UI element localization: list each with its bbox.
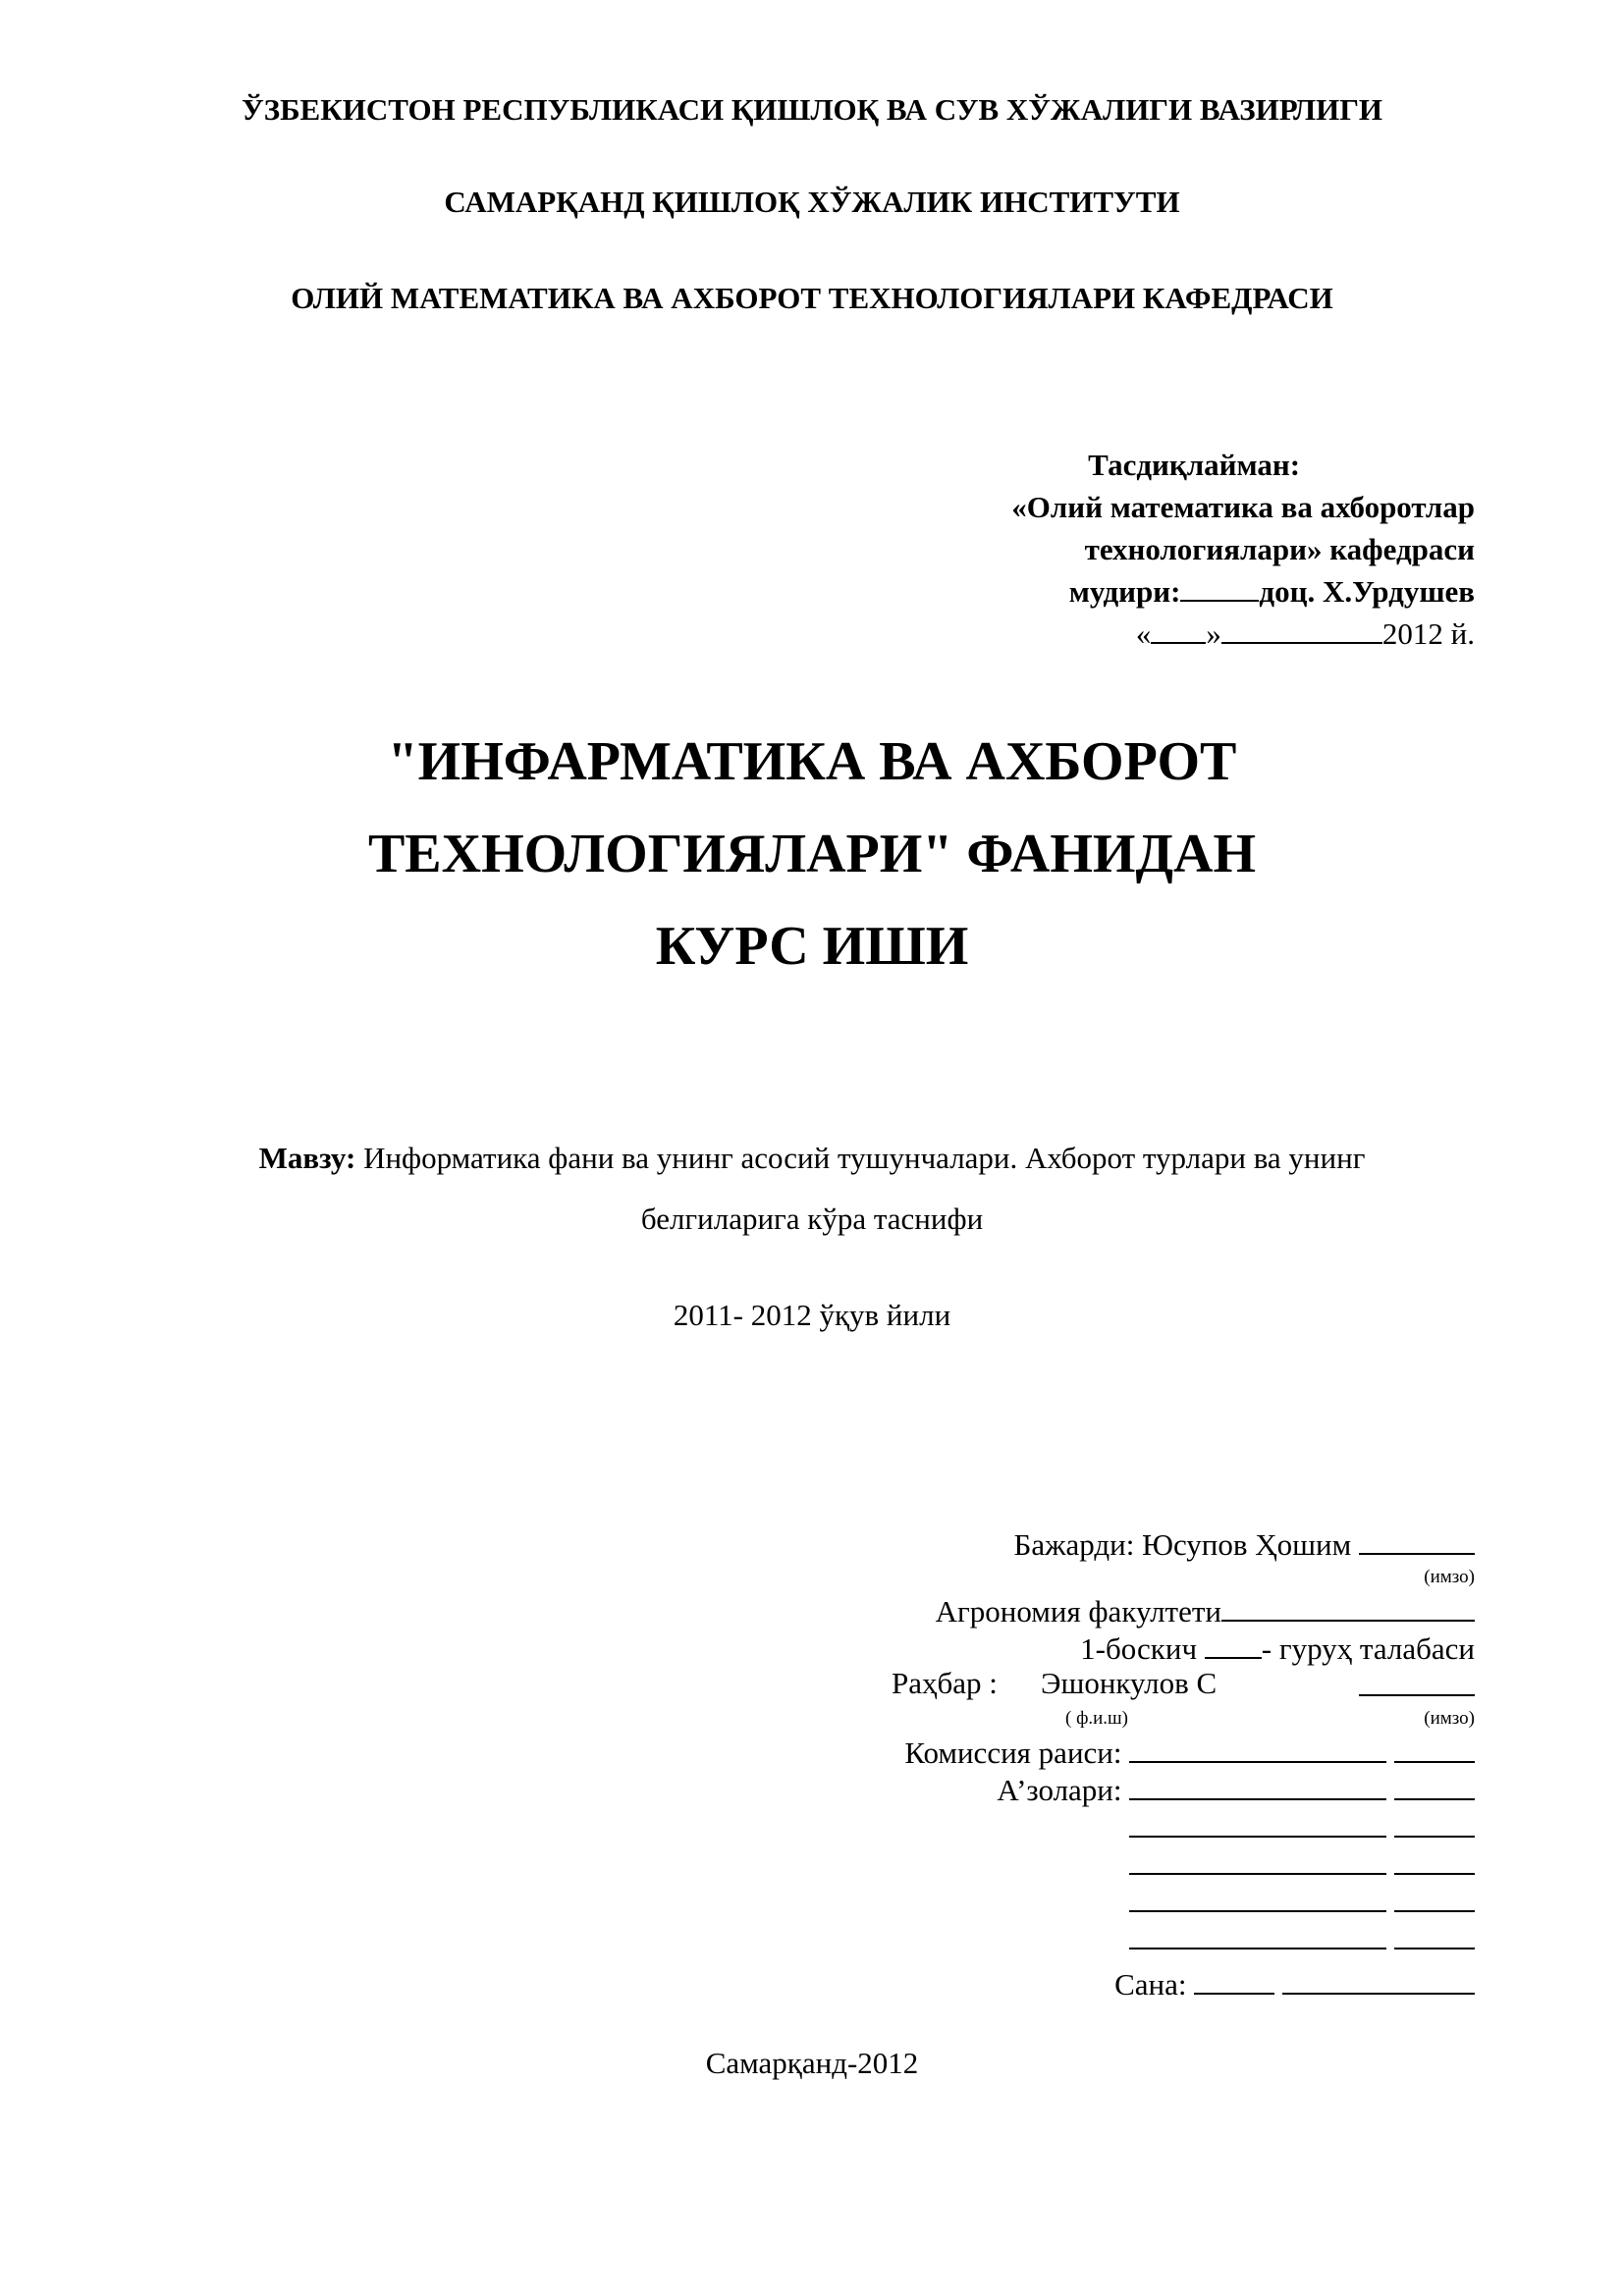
approval-date-line	[1011, 613, 1475, 655]
signature-blank	[1180, 570, 1259, 602]
date-year: 2012 й.	[1381, 616, 1475, 651]
approval-line-1: «Олий математика ва ахборотлар	[1011, 490, 1475, 524]
approval-head-label: мудири:	[1068, 574, 1181, 609]
name-blank	[1129, 1769, 1386, 1800]
date-quote-open: «	[1135, 616, 1152, 651]
signature-blank	[1394, 1918, 1475, 1949]
name-blank	[1129, 1843, 1386, 1875]
academic-year: 2011- 2012 ўқув йили	[673, 1298, 951, 1332]
signature-blank	[1359, 1665, 1475, 1696]
date-blank	[1282, 1963, 1475, 1995]
name-blank	[1129, 1881, 1386, 1912]
faculty-blank	[1221, 1590, 1475, 1622]
group-blank	[1205, 1628, 1262, 1659]
faculty: Агрономия факултети	[935, 1594, 1221, 1629]
title-line-1: "ИНФАРМАТИКА ВА АХБОРОТ	[387, 731, 1237, 792]
department-header: ОЛИЙ МАТЕМАТИКА ВА АХБОРОТ ТЕХНОЛОГИЯЛАРИ КАФЕДРАСИ	[291, 281, 1333, 315]
commission-chair-line	[904, 1732, 1475, 1772]
course-prefix: 1-боскич	[1080, 1631, 1198, 1666]
faculty-line	[936, 1590, 1475, 1630]
supervisor-signature-line	[1359, 1665, 1475, 1705]
topic-text-1: Информатика фани ва унинг асосий тушунчалари. Ахборот турлари ва унинг	[355, 1141, 1366, 1175]
topic-line-1	[0, 1139, 1624, 1178]
date-blank	[1194, 1963, 1274, 1995]
month-blank	[1221, 613, 1382, 644]
signature-blank	[1359, 1523, 1475, 1555]
signature-blank	[1394, 1881, 1475, 1912]
institute-header: САМАРҚАНД ҚИШЛОҚ ХЎЖАЛИК ИНСТИТУТИ	[444, 185, 1180, 219]
name-blank	[1129, 1918, 1386, 1949]
supervisor-name: Эшонкулов С	[1041, 1666, 1218, 1700]
performed-by: Бажарди: Юсупов Ҳошим	[1013, 1527, 1352, 1562]
ministry-header: ЎЗБЕКИСТОН РЕСПУБЛИКАСИ ҚИШЛОҚ ВА СУВ ХЎЖАЛИГИ ВАЗИРЛИГИ	[241, 92, 1383, 127]
supervisor-label: Раҳбар :	[892, 1666, 998, 1700]
course-line	[1080, 1628, 1475, 1668]
topic-line-2: белгиларига кўра таснифи	[640, 1201, 984, 1236]
fio-note: ( ф.и.ш)	[1065, 1708, 1129, 1729]
date-quote-close: »	[1206, 616, 1221, 651]
commission-chair: Комиссия раиси:	[904, 1735, 1122, 1770]
member-line	[1129, 1843, 1475, 1884]
approval-head-line	[1011, 570, 1475, 613]
title-line-2: ТЕХНОЛОГИЯЛАРИ" ФАНИДАН	[367, 824, 1257, 884]
signature-blank	[1394, 1843, 1475, 1875]
topic-label: Мавзу:	[258, 1141, 356, 1175]
signature-note: (имзо)	[1424, 1708, 1475, 1729]
date-label: Сана:	[1114, 1967, 1187, 2002]
performed-by-line	[1014, 1523, 1475, 1564]
members: А’золари:	[997, 1773, 1122, 1807]
date-line	[1114, 1963, 1475, 2003]
member-line	[1129, 1806, 1475, 1846]
approval-block	[1011, 444, 1475, 655]
signature-blank	[1394, 1806, 1475, 1838]
approval-line-2: технологиялари» кафедраси	[1084, 532, 1475, 566]
day-blank	[1151, 613, 1206, 644]
signature-blank	[1394, 1732, 1475, 1763]
signature-note: (имзо)	[1424, 1567, 1475, 1587]
name-blank	[1129, 1806, 1386, 1838]
approval-head-name: доц. Х.Урдушев	[1259, 574, 1475, 609]
member-line	[1129, 1918, 1475, 1958]
approval-heading: Тасдиқлайман:	[1088, 448, 1301, 482]
member-line	[1129, 1881, 1475, 1921]
members-line	[997, 1769, 1475, 1809]
course-suffix: - гуруҳ талабаси	[1261, 1631, 1475, 1666]
signature-blank	[1394, 1769, 1475, 1800]
name-blank	[1129, 1732, 1386, 1763]
footer-city-year: Самарқанд-2012	[705, 2046, 919, 2080]
title-line-3: КУРС ИШИ	[655, 916, 969, 977]
